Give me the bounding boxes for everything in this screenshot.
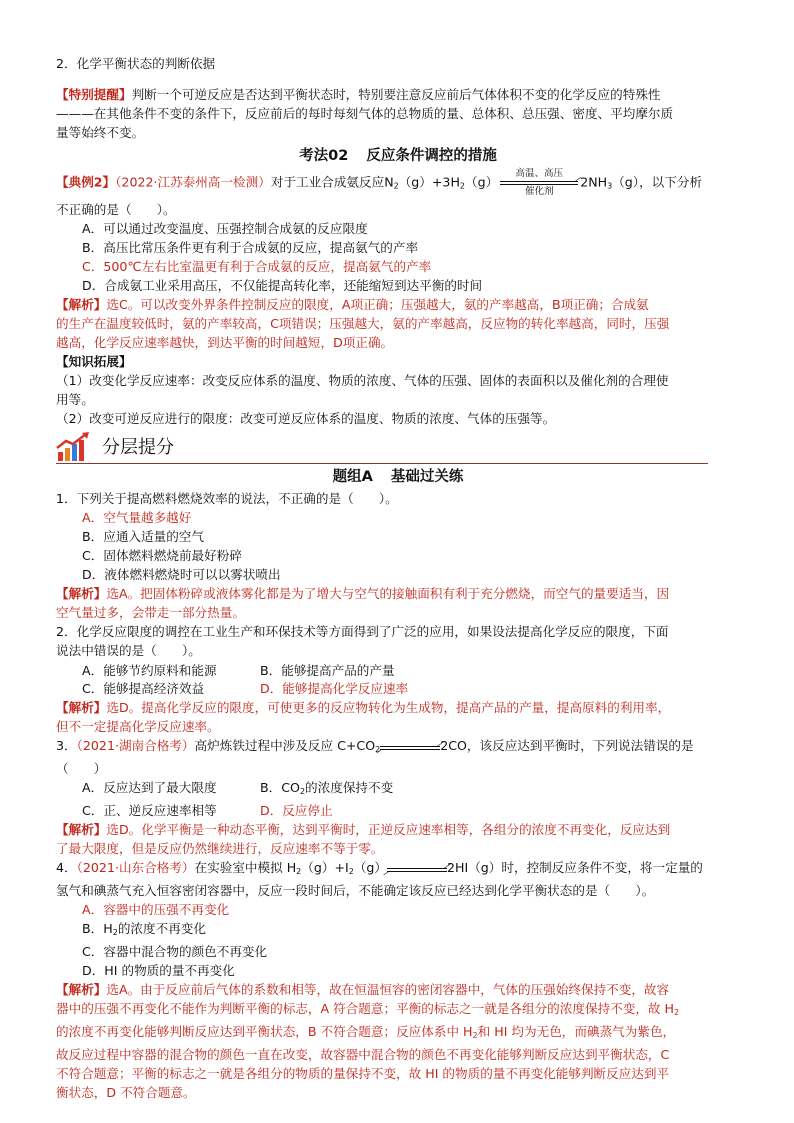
q3-options-row-2 [56, 801, 740, 820]
document-page [56, 54, 740, 1102]
kaofa-heading [56, 145, 740, 167]
q4-stem-a: 在实验室中模拟 H [194, 859, 297, 875]
subscript: 3 [607, 181, 613, 191]
subscript: 2 [296, 866, 302, 876]
knowledge-2: 用等。 [56, 391, 94, 407]
q4-option-b [56, 919, 740, 942]
q1-option-d: D．液体燃料燃烧时可以以雾状喷出 [82, 566, 281, 582]
q2-option-a: A．能够节约原料和能源 [82, 662, 217, 678]
q4-analysis-2a: 器中的压强不再变化不能作为判断平衡的标志，A 符合题意；平衡的标志之一就是各组分的浓度保持不变，故 H [56, 1000, 674, 1016]
q1-analysis-1 [56, 584, 740, 603]
analysis-text: 选C。可以改变外界条件控制反应的限度，A项正确；压强越大，氨的产率越高，B项正确；合成氨 [106, 296, 649, 312]
q3-option-d: D．反应停止 [260, 802, 333, 818]
section-divider [56, 463, 708, 464]
reversible-arrow-with-conditions [500, 168, 578, 198]
reversible-arrow [380, 737, 440, 756]
group-title: 基础过关练 [390, 468, 464, 485]
q3-analysis-1 [56, 820, 740, 839]
analysis-label: 【解析】 [56, 296, 107, 312]
example2-stem [56, 168, 740, 200]
tip-text-1: 判断一个可逆反应是否达到平衡状态时，特别要注意反应前后气体体积不变的化学反应的特殊性 [131, 87, 661, 102]
q4-option-b-a: B．H [82, 920, 113, 936]
q3-stem [56, 736, 740, 759]
section-title: 分层提分 [102, 436, 174, 458]
q4-stem [56, 858, 740, 881]
q3-option-b-a: B．CO [260, 779, 300, 795]
q3-options-row-1 [56, 778, 740, 801]
reversible-arrow [387, 859, 447, 878]
example2-source: （2022·江苏泰州高一检测） [115, 174, 271, 190]
q4-number: 4． [56, 859, 77, 875]
q2-stem-1: 2．化学反应限度的调控在工业生产和环保技术等方面得到了广泛的应用，如果设法提高化学反应的限度，下面 [56, 623, 669, 639]
example2-analysis-1 [56, 295, 740, 314]
rising-chart-icon [56, 432, 92, 462]
subscript: 2 [393, 181, 399, 191]
example2-analysis-2: 的生产在温度较低时，氨的产率较高，C项错误；压强越大，氨的产率越高，反应物的转化率越高，同时，压强 [56, 315, 670, 331]
example2-stem-a: 对于工业合成氨反应N [270, 174, 394, 190]
q2-stem-2: 说法中错误的是（ ）。 [56, 642, 201, 658]
example2-stem-c: （g） [465, 174, 499, 190]
q4-stem-b: （g）+I [301, 859, 349, 875]
subscript: 2 [299, 786, 306, 796]
example2-option-d: D．合成氨工业采用高压，不仅能提高转化率，还能缩短到达平衡的时间 [82, 277, 483, 293]
analysis-label: 【解析】 [56, 981, 107, 997]
example2-option-b: B．高压比常压条件更有利于合成氨的反应，提高氨气的产率 [82, 239, 419, 255]
tip-line-2: ———在其他条件不变的条件下，反应前后的每时每刻气体的总物质的量、总体积、总压强、密度、平均摩尔质 [56, 106, 674, 121]
q4-analysis-3a: 的浓度不再变化能够判断反应达到平衡状态，B 不符合题意；反应体系中 H [56, 1023, 473, 1039]
q4-analysis-2 [56, 999, 740, 1022]
tip-line-1 [56, 85, 740, 104]
kaofa-title: 反应条件调控的措施 [366, 148, 497, 164]
q1-option-a: A．空气量越多越好 [82, 509, 192, 525]
subscript: 2 [459, 181, 466, 191]
subscript: 2 [674, 1007, 680, 1017]
example2-option-c: C．500℃左右比室温更有利于合成氨的反应，提高氨气的产率 [82, 258, 432, 274]
q2-option-c: C．能够提高经济效益 [82, 680, 205, 696]
group-heading [56, 466, 740, 488]
q3-option-a: A．反应达到了最大限度 [82, 779, 217, 795]
example2-analysis-3: 越高，化学反应速率越快，到达平衡的时间越短，D项正确。 [56, 334, 394, 350]
q3-number: 3． [56, 737, 77, 753]
knowledge-label: 【知识拓展】 [56, 353, 132, 369]
q4-stem-2: 氢气和碘蒸气充入恒容密闭容器中，反应一段时间后，不能确定该反应已经达到化学平衡状态的是（ ）。 [56, 882, 655, 898]
subscript: 2 [375, 744, 381, 754]
analysis-text: 选A。由于反应前后气体的系数和相等，故在恒温恒容的密闭容器中，气体的压强始终保持不变，故容 [106, 981, 670, 997]
condition-bottom: 催化剂 [524, 186, 554, 197]
analysis-text: 选A。把固体粉碎或液体雾化都是为了增大与空气的接触面积有利于充分燃烧，而空气的量要适当，因 [106, 585, 670, 601]
kaofa-label: 考法02 [299, 148, 349, 164]
q2-analysis-1 [56, 698, 740, 717]
analysis-text: 选D。化学平衡是一种动态平衡，达到平衡时，正逆反应速率相等，各组分的浓度不再变化，反应达到 [106, 821, 671, 837]
q2-options-row-2 [56, 679, 740, 698]
q3-option-b-b: 的浓度保持不变 [305, 779, 394, 795]
subscript: 2 [472, 1030, 478, 1040]
q4-option-d: D．HI 的物质的量不再变化 [82, 962, 235, 978]
q3-option-c: C．正、逆反应速率相等 [82, 802, 217, 818]
example2-stem-d: 2NH [580, 174, 608, 190]
q4-stem-c: （g） [353, 859, 387, 875]
analysis-label: 【解析】 [56, 585, 107, 601]
knowledge-1: （1）改变化学反应速率：改变反应体系的温度、物质的浓度、气体的压强、固体的表面积以及催化剂的合理使 [56, 372, 669, 388]
q4-analysis-4: 故反应过程中容器的混合物的颜色一直在改变，故容器中混合物的颜色不再变化能够判断反应达到平衡状态，C [56, 1046, 670, 1062]
q3-stem-b: 2CO，该反应达到平衡时，下列说法错误的是 [440, 737, 694, 753]
q3-stem-a: 高炉炼铁过程中涉及反应 C+CO [194, 737, 376, 753]
tip-label: 【特别提醒】 [56, 87, 132, 102]
q1-option-b: B．应通入适量的空气 [82, 528, 204, 544]
tip-line-3: 量等始终不变。 [56, 125, 145, 140]
group-label: 题组A [332, 468, 373, 485]
q2-analysis-2: 但不一定提高化学反应速率。 [56, 718, 220, 734]
knowledge-3: （2）改变可逆反应进行的限度：改变可逆反应体系的温度、物质的浓度、气体的压强等。 [56, 410, 556, 426]
analysis-text: 选D。提高化学反应的限度，可使更多的反应物转化为生成物，提高产品的产量，提高原料的利用率， [106, 699, 671, 715]
analysis-label: 【解析】 [56, 821, 107, 837]
subscript: 2 [348, 866, 354, 876]
example2-stem-b: （g）+3H [398, 174, 460, 190]
example2-label: 【典例2】 [56, 174, 116, 190]
q4-stem-d: 2HI（g）时，控制反应条件不变，将一定量的 [447, 859, 703, 875]
example2-option-a: A．可以通过改变温度、压强控制合成氨的反应限度 [82, 220, 368, 236]
q4-analysis-6: 衡状态，D 不符合题意。 [56, 1084, 196, 1100]
example2-stem-e: （g），以下分析 [612, 174, 703, 190]
q3-analysis-2: 了最大限度，但是反应仍然继续进行，反应速率不等于零。 [56, 840, 384, 856]
q4-analysis-3 [56, 1022, 740, 1045]
q1-stem: 1．下列关于提高燃料燃烧效率的说法，不正确的是（ ）。 [56, 490, 398, 506]
example2-stem-line2: 不正确的是（ ）。 [56, 201, 176, 217]
condition-top: 高温、高压 [515, 168, 563, 179]
q4-analysis-1 [56, 980, 740, 999]
subscript: 2 [112, 927, 118, 937]
q3-source: （2021·湖南合格考） [76, 737, 195, 753]
q2-option-b: B．能够提高产品的产量 [260, 662, 395, 678]
q3-option-b [260, 778, 393, 801]
q4-option-b-b: 的浓度不再变化 [117, 920, 206, 936]
q1-analysis-2: 空气量过多，会带走一部分热量。 [56, 604, 245, 620]
q3-stem-2: （ ） [56, 760, 107, 776]
q4-analysis-5: 不符合题意；平衡的标志之一就是各组分的物质的量保持不变，故 HI 的物质的量不再变化能够判断反应达到平 [56, 1065, 670, 1081]
q1-option-c: C．固体燃料燃烧前最好粉碎 [82, 547, 242, 563]
q4-analysis-3b: 和 HI 均为无色，而碘蒸气为紫色， [477, 1023, 676, 1039]
analysis-label: 【解析】 [56, 699, 107, 715]
q2-option-d: D．能够提高化学反应速率 [260, 680, 409, 696]
q4-option-c: C．容器中混合物的颜色不再变化 [82, 943, 268, 959]
q4-option-a: A．容器中的压强不再变化 [82, 901, 230, 917]
q2-options-row-1 [56, 660, 740, 679]
section-header [56, 432, 740, 464]
q4-source: （2021·山东合格考） [76, 859, 195, 875]
heading-judgment-basis: 2．化学平衡状态的判断依据 [56, 56, 216, 71]
